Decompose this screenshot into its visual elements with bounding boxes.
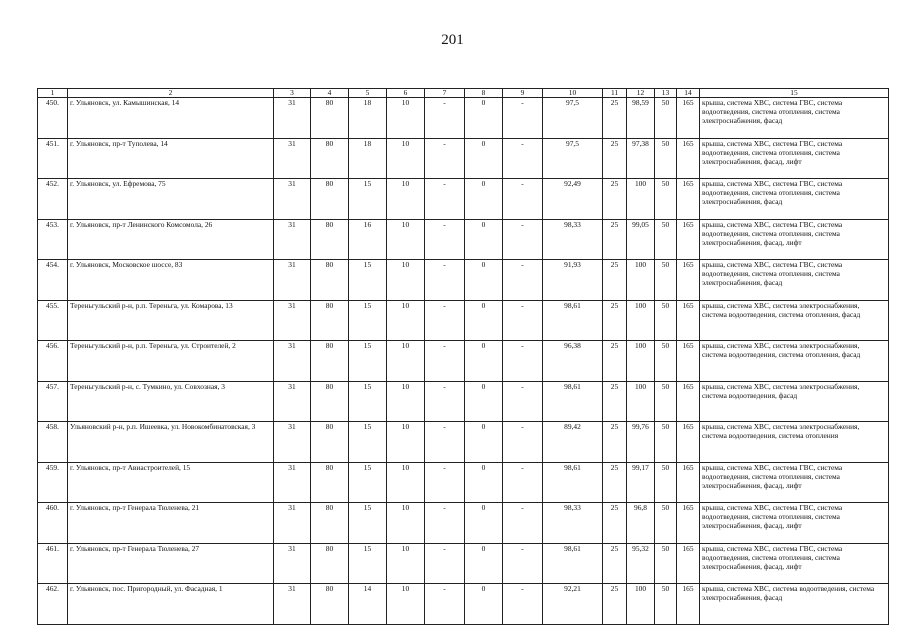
col11-cell: 25 (603, 179, 627, 220)
col9-cell: - (503, 260, 543, 301)
works-cell: крыша, система ХВС, система электроснабжения, система водоотведения, фасад (700, 381, 889, 422)
col11-cell: 25 (603, 422, 627, 463)
column-header-1: 1 (38, 89, 68, 98)
col4-cell: 80 (311, 179, 349, 220)
column-header-13: 13 (655, 89, 677, 98)
col8-cell: 0 (465, 179, 503, 220)
col13-cell: 50 (655, 462, 677, 503)
row-number: 459. (38, 462, 68, 503)
col12-cell: 100 (627, 584, 655, 625)
col3-cell: 31 (274, 98, 311, 139)
col9-cell: - (503, 381, 543, 422)
col8-cell: 0 (465, 381, 503, 422)
col5-cell: 16 (349, 219, 387, 260)
col12-cell: 100 (627, 260, 655, 301)
col3-cell: 31 (274, 584, 311, 625)
col11-cell: 25 (603, 138, 627, 179)
row-number: 458. (38, 422, 68, 463)
col6-cell: 10 (387, 300, 425, 341)
address-cell: Ульяновский р-н, р.п. Ишеевка, ул. Новокомбинатовская, 3 (68, 422, 274, 463)
col3-cell: 31 (274, 300, 311, 341)
col5-cell: 18 (349, 98, 387, 139)
col13-cell: 50 (655, 341, 677, 382)
col6-cell: 10 (387, 179, 425, 220)
col5-cell: 15 (349, 503, 387, 544)
col10-cell: 98,61 (543, 462, 603, 503)
col5-cell: 15 (349, 543, 387, 584)
col3-cell: 31 (274, 503, 311, 544)
col9-cell: - (503, 138, 543, 179)
col9-cell: - (503, 584, 543, 625)
address-cell: г. Ульяновск, Московское шоссе, 83 (68, 260, 274, 301)
col13-cell: 50 (655, 543, 677, 584)
col10-cell: 98,33 (543, 219, 603, 260)
col12-cell: 96,8 (627, 503, 655, 544)
row-number: 462. (38, 584, 68, 625)
column-header-2: 2 (68, 89, 274, 98)
row-number: 460. (38, 503, 68, 544)
col4-cell: 80 (311, 219, 349, 260)
table-row (38, 584, 889, 625)
col9-cell: - (503, 543, 543, 584)
col11-cell: 25 (603, 503, 627, 544)
col14-cell: 165 (677, 462, 700, 503)
col12-cell: 95,32 (627, 543, 655, 584)
col6-cell: 10 (387, 462, 425, 503)
col11-cell: 25 (603, 462, 627, 503)
col10-cell: 96,38 (543, 341, 603, 382)
column-header-7: 7 (425, 89, 465, 98)
works-cell: крыша, система ХВС, система электроснабжения, система водоотведения, система отопления, фасад (700, 341, 889, 382)
col9-cell: - (503, 503, 543, 544)
col8-cell: 0 (465, 260, 503, 301)
col12-cell: 97,38 (627, 138, 655, 179)
address-cell: г. Ульяновск, пр-т Ленинского Комсомола, 26 (68, 219, 274, 260)
table-row (38, 219, 889, 260)
col12-cell: 99,05 (627, 219, 655, 260)
table-row (38, 179, 889, 220)
col10-cell: 89,42 (543, 422, 603, 463)
col11-cell: 25 (603, 98, 627, 139)
col9-cell: - (503, 98, 543, 139)
col5-cell: 15 (349, 381, 387, 422)
row-number: 454. (38, 260, 68, 301)
col7-cell: - (425, 381, 465, 422)
col4-cell: 80 (311, 584, 349, 625)
col5-cell: 15 (349, 260, 387, 301)
row-number: 451. (38, 138, 68, 179)
col3-cell: 31 (274, 138, 311, 179)
col12-cell: 100 (627, 381, 655, 422)
column-header-3: 3 (274, 89, 311, 98)
col6-cell: 10 (387, 584, 425, 625)
col8-cell: 0 (465, 98, 503, 139)
col3-cell: 31 (274, 179, 311, 220)
col4-cell: 80 (311, 381, 349, 422)
col5-cell: 15 (349, 300, 387, 341)
col10-cell: 98,33 (543, 503, 603, 544)
col3-cell: 31 (274, 543, 311, 584)
column-header-12: 12 (627, 89, 655, 98)
col6-cell: 10 (387, 219, 425, 260)
table-row (38, 341, 889, 382)
col4-cell: 80 (311, 260, 349, 301)
col7-cell: - (425, 584, 465, 625)
col9-cell: - (503, 422, 543, 463)
works-cell: крыша, система ХВС, система электроснабжения, система водоотведения, система отопления, фасад (700, 300, 889, 341)
col10-cell: 98,61 (543, 543, 603, 584)
col14-cell: 165 (677, 179, 700, 220)
col9-cell: - (503, 300, 543, 341)
table-row (38, 543, 889, 584)
column-header-6: 6 (387, 89, 425, 98)
col6-cell: 10 (387, 422, 425, 463)
col12-cell: 100 (627, 341, 655, 382)
works-cell: крыша, система ХВС, система ГВС, система водоотведения, система отопления, система электроснабжения, фасад, лифт (700, 462, 889, 503)
col11-cell: 25 (603, 341, 627, 382)
table-body (38, 98, 889, 625)
col9-cell: - (503, 179, 543, 220)
col6-cell: 10 (387, 98, 425, 139)
col7-cell: - (425, 341, 465, 382)
col13-cell: 50 (655, 300, 677, 341)
column-header-5: 5 (349, 89, 387, 98)
col14-cell: 165 (677, 98, 700, 139)
col9-cell: - (503, 219, 543, 260)
col14-cell: 165 (677, 543, 700, 584)
col8-cell: 0 (465, 503, 503, 544)
col4-cell: 80 (311, 422, 349, 463)
col11-cell: 25 (603, 300, 627, 341)
col10-cell: 98,61 (543, 300, 603, 341)
column-header-9: 9 (503, 89, 543, 98)
works-cell: крыша, система ХВС, система ГВС, система водоотведения, система отопления, система электроснабжения, фасад (700, 98, 889, 139)
column-header-8: 8 (465, 89, 503, 98)
col13-cell: 50 (655, 98, 677, 139)
address-cell: Тереньгульский р-н, р.п. Тереньга, ул. Комарова, 13 (68, 300, 274, 341)
row-number: 453. (38, 219, 68, 260)
col6-cell: 10 (387, 503, 425, 544)
col13-cell: 50 (655, 584, 677, 625)
col10-cell: 91,93 (543, 260, 603, 301)
col12-cell: 99,17 (627, 462, 655, 503)
col10-cell: 98,61 (543, 381, 603, 422)
col5-cell: 18 (349, 138, 387, 179)
table-row (38, 381, 889, 422)
col9-cell: - (503, 341, 543, 382)
col12-cell: 99,76 (627, 422, 655, 463)
col3-cell: 31 (274, 381, 311, 422)
col7-cell: - (425, 422, 465, 463)
column-header-4: 4 (311, 89, 349, 98)
col11-cell: 25 (603, 543, 627, 584)
address-cell: г. Ульяновск, пр-т Генерала Тюленева, 27 (68, 543, 274, 584)
works-cell: крыша, система ХВС, система ГВС, система водоотведения, система отопления, система электроснабжения, фасад, лифт (700, 219, 889, 260)
col7-cell: - (425, 462, 465, 503)
col5-cell: 14 (349, 584, 387, 625)
table-row (38, 300, 889, 341)
row-number: 455. (38, 300, 68, 341)
col7-cell: - (425, 300, 465, 341)
col11-cell: 25 (603, 381, 627, 422)
address-cell: Тереньгульский р-н, р.п. Тереньга, ул. Строителей, 2 (68, 341, 274, 382)
col3-cell: 31 (274, 260, 311, 301)
page-number: 201 (441, 32, 464, 48)
col4-cell: 80 (311, 341, 349, 382)
col10-cell: 97,5 (543, 138, 603, 179)
col14-cell: 165 (677, 138, 700, 179)
col4-cell: 80 (311, 543, 349, 584)
col10-cell: 97,5 (543, 98, 603, 139)
table-row (38, 422, 889, 463)
table-row (38, 503, 889, 544)
col14-cell: 165 (677, 300, 700, 341)
col4-cell: 80 (311, 503, 349, 544)
column-header-14: 14 (677, 89, 700, 98)
col13-cell: 50 (655, 219, 677, 260)
table-row (38, 98, 889, 139)
row-number: 450. (38, 98, 68, 139)
data-table (37, 88, 889, 625)
column-header-11: 11 (603, 89, 627, 98)
col11-cell: 25 (603, 584, 627, 625)
col8-cell: 0 (465, 422, 503, 463)
works-cell: крыша, система ХВС, система электроснабжения, система водоотведения, система отопления (700, 422, 889, 463)
col3-cell: 31 (274, 422, 311, 463)
col14-cell: 165 (677, 381, 700, 422)
works-cell: крыша, система ХВС, система ГВС, система водоотведения, система отопления, система электроснабжения, фасад, лифт (700, 543, 889, 584)
col7-cell: - (425, 543, 465, 584)
col8-cell: 0 (465, 138, 503, 179)
col11-cell: 25 (603, 219, 627, 260)
col12-cell: 100 (627, 179, 655, 220)
col4-cell: 80 (311, 462, 349, 503)
col12-cell: 100 (627, 300, 655, 341)
col5-cell: 15 (349, 422, 387, 463)
works-cell: крыша, система ХВС, система водоотведения, система электроснабжения, фасад (700, 584, 889, 625)
col6-cell: 10 (387, 543, 425, 584)
col14-cell: 165 (677, 219, 700, 260)
col8-cell: 0 (465, 341, 503, 382)
column-header-15: 15 (700, 89, 889, 98)
col7-cell: - (425, 138, 465, 179)
col14-cell: 165 (677, 503, 700, 544)
works-cell: крыша, система ХВС, система ГВС, система водоотведения, система отопления, система электроснабжения, фасад, лифт (700, 503, 889, 544)
col3-cell: 31 (274, 462, 311, 503)
col11-cell: 25 (603, 260, 627, 301)
col14-cell: 165 (677, 341, 700, 382)
address-cell: Тереньгульский р-н, с. Тумкино, ул. Совхозная, 3 (68, 381, 274, 422)
table-row (38, 462, 889, 503)
col7-cell: - (425, 219, 465, 260)
col3-cell: 31 (274, 341, 311, 382)
col3-cell: 31 (274, 219, 311, 260)
col7-cell: - (425, 260, 465, 301)
col5-cell: 15 (349, 179, 387, 220)
works-cell: крыша, система ХВС, система ГВС, система водоотведения, система отопления, система электроснабжения, фасад, лифт (700, 138, 889, 179)
col4-cell: 80 (311, 98, 349, 139)
column-header-10: 10 (543, 89, 603, 98)
header-row (38, 89, 889, 98)
col8-cell: 0 (465, 543, 503, 584)
address-cell: г. Ульяновск, ул. Ефремова, 75 (68, 179, 274, 220)
col6-cell: 10 (387, 138, 425, 179)
works-cell: крыша, система ХВС, система ГВС, система водоотведения, система отопления, система электроснабжения, фасад (700, 179, 889, 220)
address-cell: г. Ульяновск, пр-т Авиастроителей, 15 (68, 462, 274, 503)
address-cell: г. Ульяновск, пос. Пригородный, ул. Фасадная, 1 (68, 584, 274, 625)
col14-cell: 165 (677, 584, 700, 625)
col6-cell: 10 (387, 260, 425, 301)
table-row (38, 260, 889, 301)
col8-cell: 0 (465, 584, 503, 625)
works-cell: крыша, система ХВС, система ГВС, система водоотведения, система отопления, система электроснабжения, фасад (700, 260, 889, 301)
col7-cell: - (425, 179, 465, 220)
address-cell: г. Ульяновск, пр-т Генерала Тюленева, 21 (68, 503, 274, 544)
row-number: 452. (38, 179, 68, 220)
col6-cell: 10 (387, 381, 425, 422)
col13-cell: 50 (655, 260, 677, 301)
row-number: 457. (38, 381, 68, 422)
row-number: 456. (38, 341, 68, 382)
col14-cell: 165 (677, 422, 700, 463)
table-row (38, 138, 889, 179)
col13-cell: 50 (655, 138, 677, 179)
col14-cell: 165 (677, 260, 700, 301)
col8-cell: 0 (465, 462, 503, 503)
col7-cell: - (425, 503, 465, 544)
col9-cell: - (503, 462, 543, 503)
col5-cell: 15 (349, 341, 387, 382)
col12-cell: 98,59 (627, 98, 655, 139)
col13-cell: 50 (655, 503, 677, 544)
col10-cell: 92,21 (543, 584, 603, 625)
row-number: 461. (38, 543, 68, 584)
col8-cell: 0 (465, 219, 503, 260)
col4-cell: 80 (311, 138, 349, 179)
col7-cell: - (425, 98, 465, 139)
col4-cell: 80 (311, 300, 349, 341)
address-cell: г. Ульяновск, пр-т Туполева, 14 (68, 138, 274, 179)
address-cell: г. Ульяновск, ул. Камышинская, 14 (68, 98, 274, 139)
col6-cell: 10 (387, 341, 425, 382)
col8-cell: 0 (465, 300, 503, 341)
col5-cell: 15 (349, 462, 387, 503)
col13-cell: 50 (655, 422, 677, 463)
col13-cell: 50 (655, 381, 677, 422)
col10-cell: 92,49 (543, 179, 603, 220)
col13-cell: 50 (655, 179, 677, 220)
